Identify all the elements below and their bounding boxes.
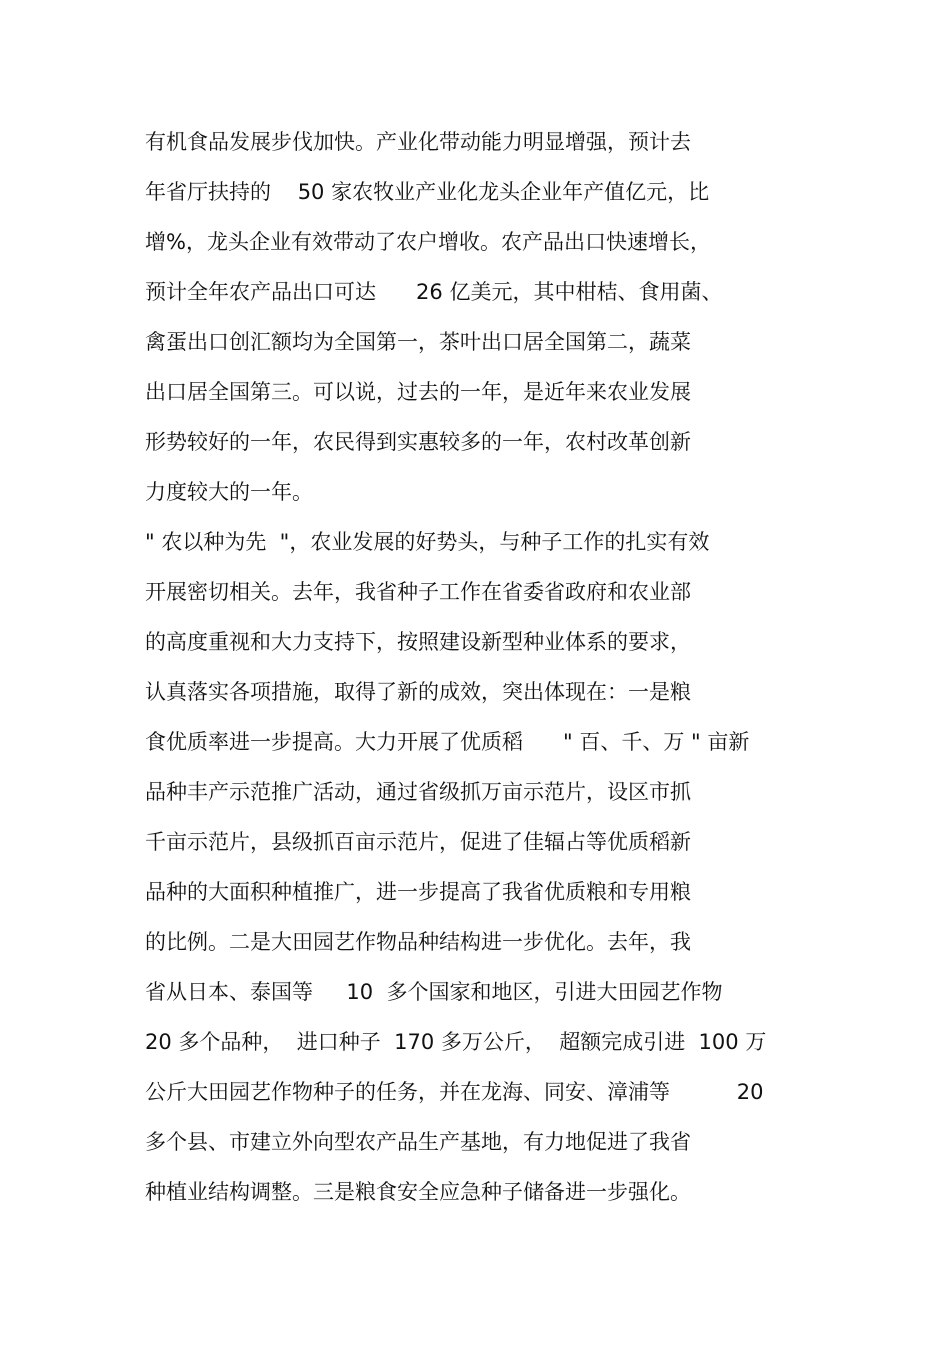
text-line: 力度较大的一年。 xyxy=(145,480,313,504)
text-line: 的高度重视和大力支持下，按照建设新型种业体系的要求， xyxy=(145,630,691,654)
text-line: 食优质率进一步提高。大力开展了优质稻 " 百、千、万 " 亩新 xyxy=(145,730,750,754)
text-line: 年省厅扶持的 50 家农牧业产业化龙头企业年产值亿元，比 xyxy=(145,180,710,204)
text-line: 出口居全国第三。可以说，过去的一年，是近年来农业发展 xyxy=(145,380,691,404)
text-line: 公斤大田园艺作物种子的任务，并在龙海、同安、漳浦等 20 xyxy=(145,1080,764,1104)
text-line: 品种的大面积种植推广，进一步提高了我省优质粮和专用粮 xyxy=(145,880,691,904)
text-line: 禽蛋出口创汇额均为全国第一，茶叶出口居全国第二，蔬菜 xyxy=(145,330,691,354)
text-line: 增%，龙头企业有效带动了农户增收。农产品出口快速增长， xyxy=(145,230,711,254)
text-line: 的比例。二是大田园艺作物品种结构进一步优化。去年，我 xyxy=(145,930,691,954)
text-line: 种植业结构调整。三是粮食安全应急种子储备进一步强化。 xyxy=(145,1180,691,1204)
text-line: 形势较好的一年，农民得到实惠较多的一年，农村改革创新 xyxy=(145,430,691,454)
text-line: 多个县、市建立外向型农产品生产基地，有力地促进了我省 xyxy=(145,1130,691,1154)
body-text xyxy=(145,122,825,1222)
text-line: 品种丰产示范推广活动，通过省级抓万亩示范片，设区市抓 xyxy=(145,780,691,804)
text-line: 省从日本、泰国等 10 多个国家和地区，引进大田园艺作物 xyxy=(145,980,723,1004)
text-line: 认真落实各项措施，取得了新的成效，突出体现在：一是粮 xyxy=(145,680,691,704)
text-line: 20 多个品种， 进口种子 170 多万公斤， 超额完成引进 100 万 xyxy=(145,1030,767,1054)
text-line: 预计全年农产品出口可达 26 亿美元，其中柑桔、食用菌、 xyxy=(145,280,723,304)
text-line: " 农以种为先 "，农业发展的好势头，与种子工作的扎实有效 xyxy=(145,530,710,554)
text-line: 开展密切相关。去年，我省种子工作在省委省政府和农业部 xyxy=(145,580,691,604)
text-line: 千亩示范片，县级抓百亩示范片，促进了佳辐占等优质稻新 xyxy=(145,830,691,854)
text-line: 有机食品发展步伐加快。产业化带动能力明显增强，预计去 xyxy=(145,130,691,154)
